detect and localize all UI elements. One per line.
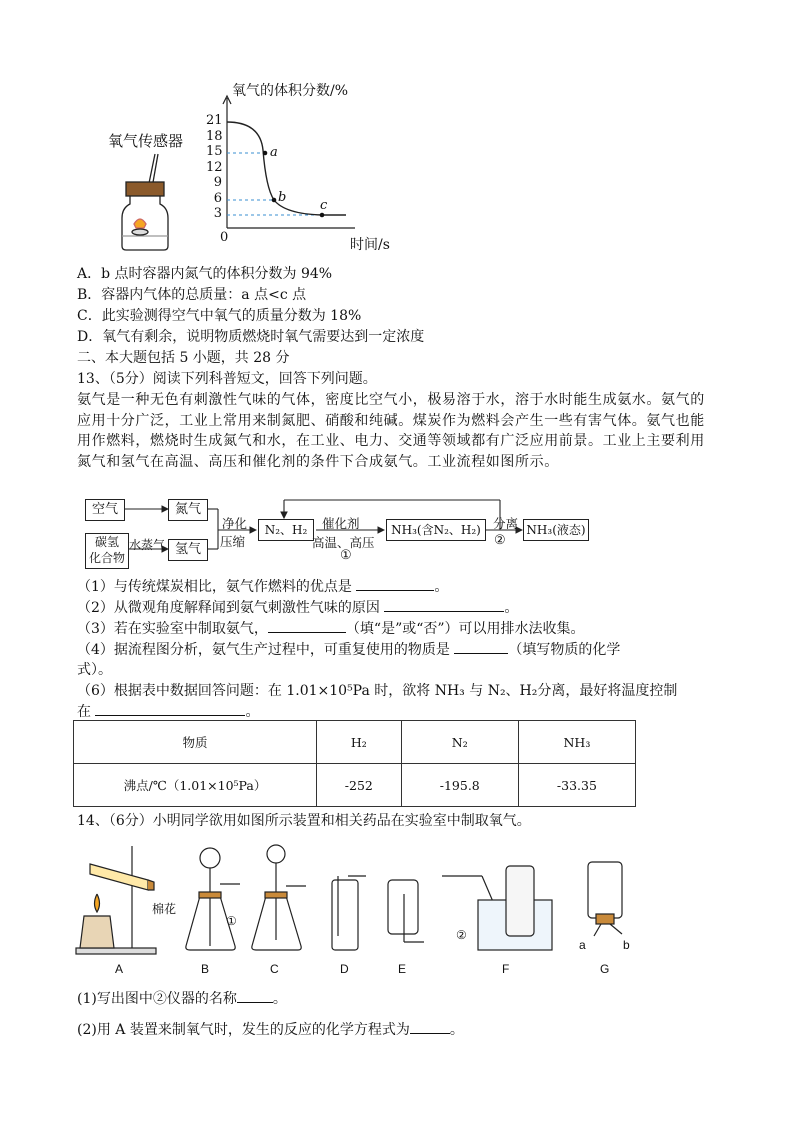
sensor-label: 氧气传感器: [108, 132, 184, 150]
apparatus-label-c: C: [270, 962, 279, 976]
point-c-dot: [320, 213, 325, 218]
flow-compress-label: 压缩: [220, 534, 246, 549]
q13-sub3-text: （3）若在实验室中制取氨气，: [77, 621, 268, 637]
apparatus-label-b: B: [201, 962, 210, 976]
q13-sub6: （6）根据表中数据回答问题：在 1.01×10⁵Pa 时，欲将 NH₃ 与 N₂、H₂分离，最好将温度控制: [77, 683, 678, 699]
q13-sub1: [77, 576, 448, 597]
oxygen-sensor-graph: [100, 78, 400, 258]
flow-box-n2-h2: N₂、H₂: [258, 519, 314, 541]
flow-separate-label: 分离: [493, 516, 519, 531]
table-header-row: [74, 721, 636, 764]
apparatus-g: [588, 862, 622, 936]
q14-sub1-end: 。: [272, 991, 287, 1007]
graph-xlabel: 时间/s: [350, 237, 390, 253]
ytick: 6: [213, 190, 222, 206]
apparatus-a: [76, 846, 156, 954]
flow-box-nitrogen: 氮气: [168, 499, 208, 521]
apparatus-c: [252, 845, 306, 950]
oxygen-curve: [227, 122, 346, 215]
graph-axes: [223, 96, 355, 228]
q14-sub1-text: (1)写出图中②仪器的名称: [77, 991, 237, 1007]
flow-box-liquid-nh3: NH₃(液态): [523, 519, 589, 541]
table-header-cell: 物质: [74, 721, 317, 764]
cotton-label: 棉花: [152, 902, 177, 916]
q14-sub2: [77, 1019, 464, 1040]
q13-title: 13、（5分）阅读下列科普短文，回答下列问题。: [77, 371, 377, 387]
table-row: [74, 764, 636, 807]
point-b-dot: [272, 198, 277, 203]
dashed-guides: [227, 153, 322, 215]
boiling-point-table: [73, 720, 636, 807]
q13-sub3-text2: （填“是”或“否”）可以用排水法收集。: [345, 621, 585, 637]
apparatus-label-e: E: [398, 962, 407, 976]
apparatus-e: [388, 880, 424, 942]
graph-origin: 0: [220, 230, 229, 245]
option-d: D．氧气有剩余，说明物质燃烧时氧气需要达到一定浓度: [77, 329, 425, 345]
apparatus-label-a: A: [115, 962, 124, 976]
apparatus-label-f: F: [502, 962, 510, 976]
option-a: A．b 点时容器内氮气的体积分数为 94%: [77, 266, 333, 282]
flow-conditions-label: 高温、高压: [312, 535, 375, 550]
q13-sub2-text: （2）从微观角度解释闻到氨气刺激性气味的原因: [77, 600, 380, 616]
q13-sub4-cont: 式）。: [77, 662, 112, 678]
table-header-cell: NH₃: [518, 721, 635, 764]
section-header: 二、本大题包括 5 小题，共 28 分: [77, 350, 290, 366]
table-cell: -33.35: [518, 764, 635, 807]
ytick: 9: [213, 175, 222, 190]
flow-box-hydrocarbon: [85, 533, 129, 569]
flow-step2: ②: [494, 533, 506, 548]
flow-catalyst-label: 催化剂: [322, 516, 360, 531]
option-b: B．容器内气体的总质量：a 点<c 点: [77, 287, 307, 303]
q13-sub1-end: 。: [434, 579, 449, 595]
point-b-label: b: [278, 190, 287, 205]
point-c-label: c: [320, 198, 328, 213]
q14-sub1-blank[interactable]: [237, 988, 273, 1003]
q13-sub6-cont: [77, 701, 259, 722]
point-a-dot: [263, 151, 268, 156]
q13-sub4-text: （4）据流程图分析，氨气生产过程中，可重复使用的物质是: [77, 642, 450, 658]
option-c: C．此实验测得空气中氧气的质量分数为 18%: [77, 308, 362, 324]
q13-sub1-text: （1）与传统煤炭相比，氨气作燃料的优点是: [77, 579, 352, 595]
port-a-label: a: [579, 938, 586, 952]
flow-box-nh3-mix: NH₃(含N₂、H₂): [386, 519, 486, 541]
apparatus-label-g: G: [600, 962, 610, 976]
q13-sub6-blank[interactable]: [95, 701, 245, 716]
q13-sub2-end: 。: [504, 600, 519, 616]
apparatus-label-d: D: [340, 962, 349, 976]
hydrocarbon-line1: 碳氢: [94, 535, 119, 549]
ytick: 21: [206, 113, 223, 128]
ytick: 18: [206, 128, 223, 144]
flow-box-air: 空气: [85, 499, 125, 521]
table-cell: -195.8: [401, 764, 518, 807]
q13-sub6-end: 。: [245, 704, 260, 720]
graph-ylabel: 氧气的体积分数/%: [232, 83, 349, 99]
point-a-label: a: [270, 145, 278, 160]
q13-sub4: [77, 639, 620, 660]
q13-sub2: [77, 597, 518, 618]
graph-yticks: [206, 113, 222, 222]
mark-2: ②: [456, 928, 467, 942]
q13-passage: 氨气是一种无色有刺激性气味的气体，密度比空气小，极易溶于水，溶于水时能生成氨水。氨气的应用十分广泛，工业上常用来制氮肥、硝酸和纯碱。煤炭作为燃料会产生一些有害气体。氨气也能用作燃料，燃烧时生成氮气和水，在工业、电力、交通等领域都有广泛应用前景。工业上主要利用氮气和氢气在高温、高压和催化剂的条件下合成氨气。工业流程如图所示。: [77, 392, 705, 470]
ytick: 3: [213, 206, 222, 221]
q13-sub4-text2: （填写物质的化学: [508, 642, 621, 658]
apparatus-d: [332, 876, 366, 950]
table-cell: -252: [317, 764, 402, 807]
apparatus-b: [186, 848, 240, 950]
q14-sub2-blank[interactable]: [410, 1019, 450, 1034]
q13-sub1-blank[interactable]: [356, 576, 434, 591]
q14-sub2-end: 。: [449, 1022, 464, 1038]
table-row-label: 沸点/℃（1.01×10⁵Pa）: [74, 764, 317, 807]
ytick: 12: [206, 159, 223, 175]
mark-1: ①: [226, 914, 237, 928]
flow-box-hydrogen: 氢气: [168, 539, 208, 561]
port-b-label: b: [623, 938, 630, 952]
q14-sub2-text: (2)用 A 装置来制氧气时，发生的反应的化学方程式为: [77, 1022, 410, 1038]
q13-sub4-blank[interactable]: [454, 639, 508, 654]
q13-sub3-blank[interactable]: [268, 618, 346, 633]
flow-steam-label: 水蒸气: [129, 538, 166, 552]
q13-sub6-text2: 在: [77, 704, 91, 720]
flow-purify-label: 净化: [222, 516, 248, 531]
flow-step1: ①: [340, 548, 352, 563]
ytick: 15: [206, 144, 223, 159]
q14-sub1: [77, 988, 287, 1009]
q14-title: 14、（6分）小明同学欲用如图所示装置和相关药品在实验室中制取氧气。: [77, 813, 531, 829]
q13-sub3: [77, 618, 585, 639]
hydrocarbon-line2: 化合物: [88, 551, 125, 565]
sensor-apparatus: [122, 154, 168, 250]
table-header-cell: N₂: [401, 721, 518, 764]
table-header-cell: H₂: [317, 721, 402, 764]
q13-sub2-blank[interactable]: [384, 597, 504, 612]
